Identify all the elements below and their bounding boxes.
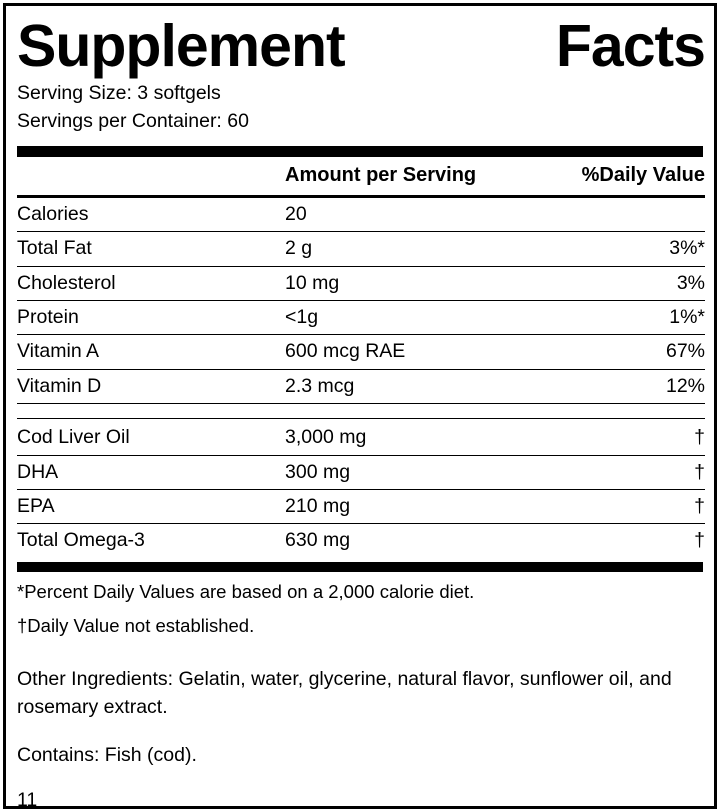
nutrient-daily-value: 1%*	[535, 301, 705, 335]
nutrient-daily-value: 67%	[535, 335, 705, 369]
nutrient-name: EPA	[17, 490, 285, 524]
title-word-facts: Facts	[555, 13, 705, 79]
table-row	[17, 490, 705, 524]
table-row	[17, 369, 705, 403]
nutrient-daily-value: †	[535, 455, 705, 489]
nutrient-daily-value: 3%	[535, 266, 705, 300]
nutrient-name: Protein	[17, 301, 285, 335]
table-row	[17, 419, 705, 455]
nutrient-name: Vitamin D	[17, 369, 285, 403]
thick-divider-bottom	[17, 562, 703, 572]
footnote-dagger: †Daily Value not established.	[17, 614, 255, 636]
table-row	[17, 301, 705, 335]
thick-divider-top	[17, 146, 703, 157]
nutrient-name: Cod Liver Oil	[17, 419, 285, 455]
table-row	[17, 455, 705, 489]
nutrient-amount: 210 mg	[285, 490, 535, 524]
label-content	[17, 13, 705, 812]
nutrient-name: Total Fat	[17, 232, 285, 266]
nutrient-daily-value: †	[535, 490, 705, 524]
nutrient-amount: 630 mg	[285, 529, 351, 552]
nutrient-daily-value: †	[535, 419, 705, 455]
nutrient-amount: 2 g	[285, 232, 535, 266]
table-row	[17, 196, 705, 231]
column-header-amount: Amount per Serving	[285, 157, 535, 197]
nutrient-name: DHA	[17, 455, 285, 489]
nutrient-name: Total Omega-3	[17, 529, 145, 552]
column-header-blank	[17, 157, 285, 197]
nutrient-amount: <1g	[285, 301, 535, 335]
table-row	[17, 232, 705, 266]
nutrient-amount: 300 mg	[285, 455, 535, 489]
title-word-supplement: Supplement	[17, 13, 345, 79]
nutrition-table	[17, 157, 705, 558]
nutrient-amount: 600 mcg RAE	[285, 335, 535, 369]
footnote-percent-daily-value: *Percent Daily Values are based on a 2,000 calorie diet.	[17, 580, 475, 602]
page-number: 11	[17, 788, 38, 811]
contains-text: Contains: Fish (cod).	[17, 743, 197, 766]
other-ingredients-text: Other Ingredients: Gelatin, water, glycerine, natural flavor, sunflower oil, and rosemary extract.	[17, 668, 672, 719]
nutrient-name: Vitamin A	[17, 335, 285, 369]
table-row	[17, 335, 705, 369]
nutrient-name: Calories	[17, 196, 285, 231]
servings-per-container-text: Servings per Container: 60	[17, 110, 249, 133]
nutrient-amount: 2.3 mcg	[285, 369, 535, 403]
column-header-daily-value: %Daily Value	[535, 157, 705, 197]
nutrient-daily-value: †	[694, 529, 705, 552]
nutrient-daily-value: 12%	[535, 369, 705, 403]
table-row	[17, 266, 705, 300]
nutrient-daily-value: 3%*	[535, 232, 705, 266]
serving-size-text: Serving Size: 3 softgels	[17, 82, 221, 105]
group-separator	[17, 404, 705, 419]
table-row	[17, 524, 705, 558]
table-header-row	[17, 157, 705, 197]
nutrient-name: Cholesterol	[17, 266, 285, 300]
nutrient-daily-value	[535, 196, 705, 231]
page-title	[17, 13, 705, 79]
nutrient-amount: 3,000 mg	[285, 419, 535, 455]
nutrient-amount: 20	[285, 196, 535, 231]
nutrient-amount: 10 mg	[285, 266, 535, 300]
